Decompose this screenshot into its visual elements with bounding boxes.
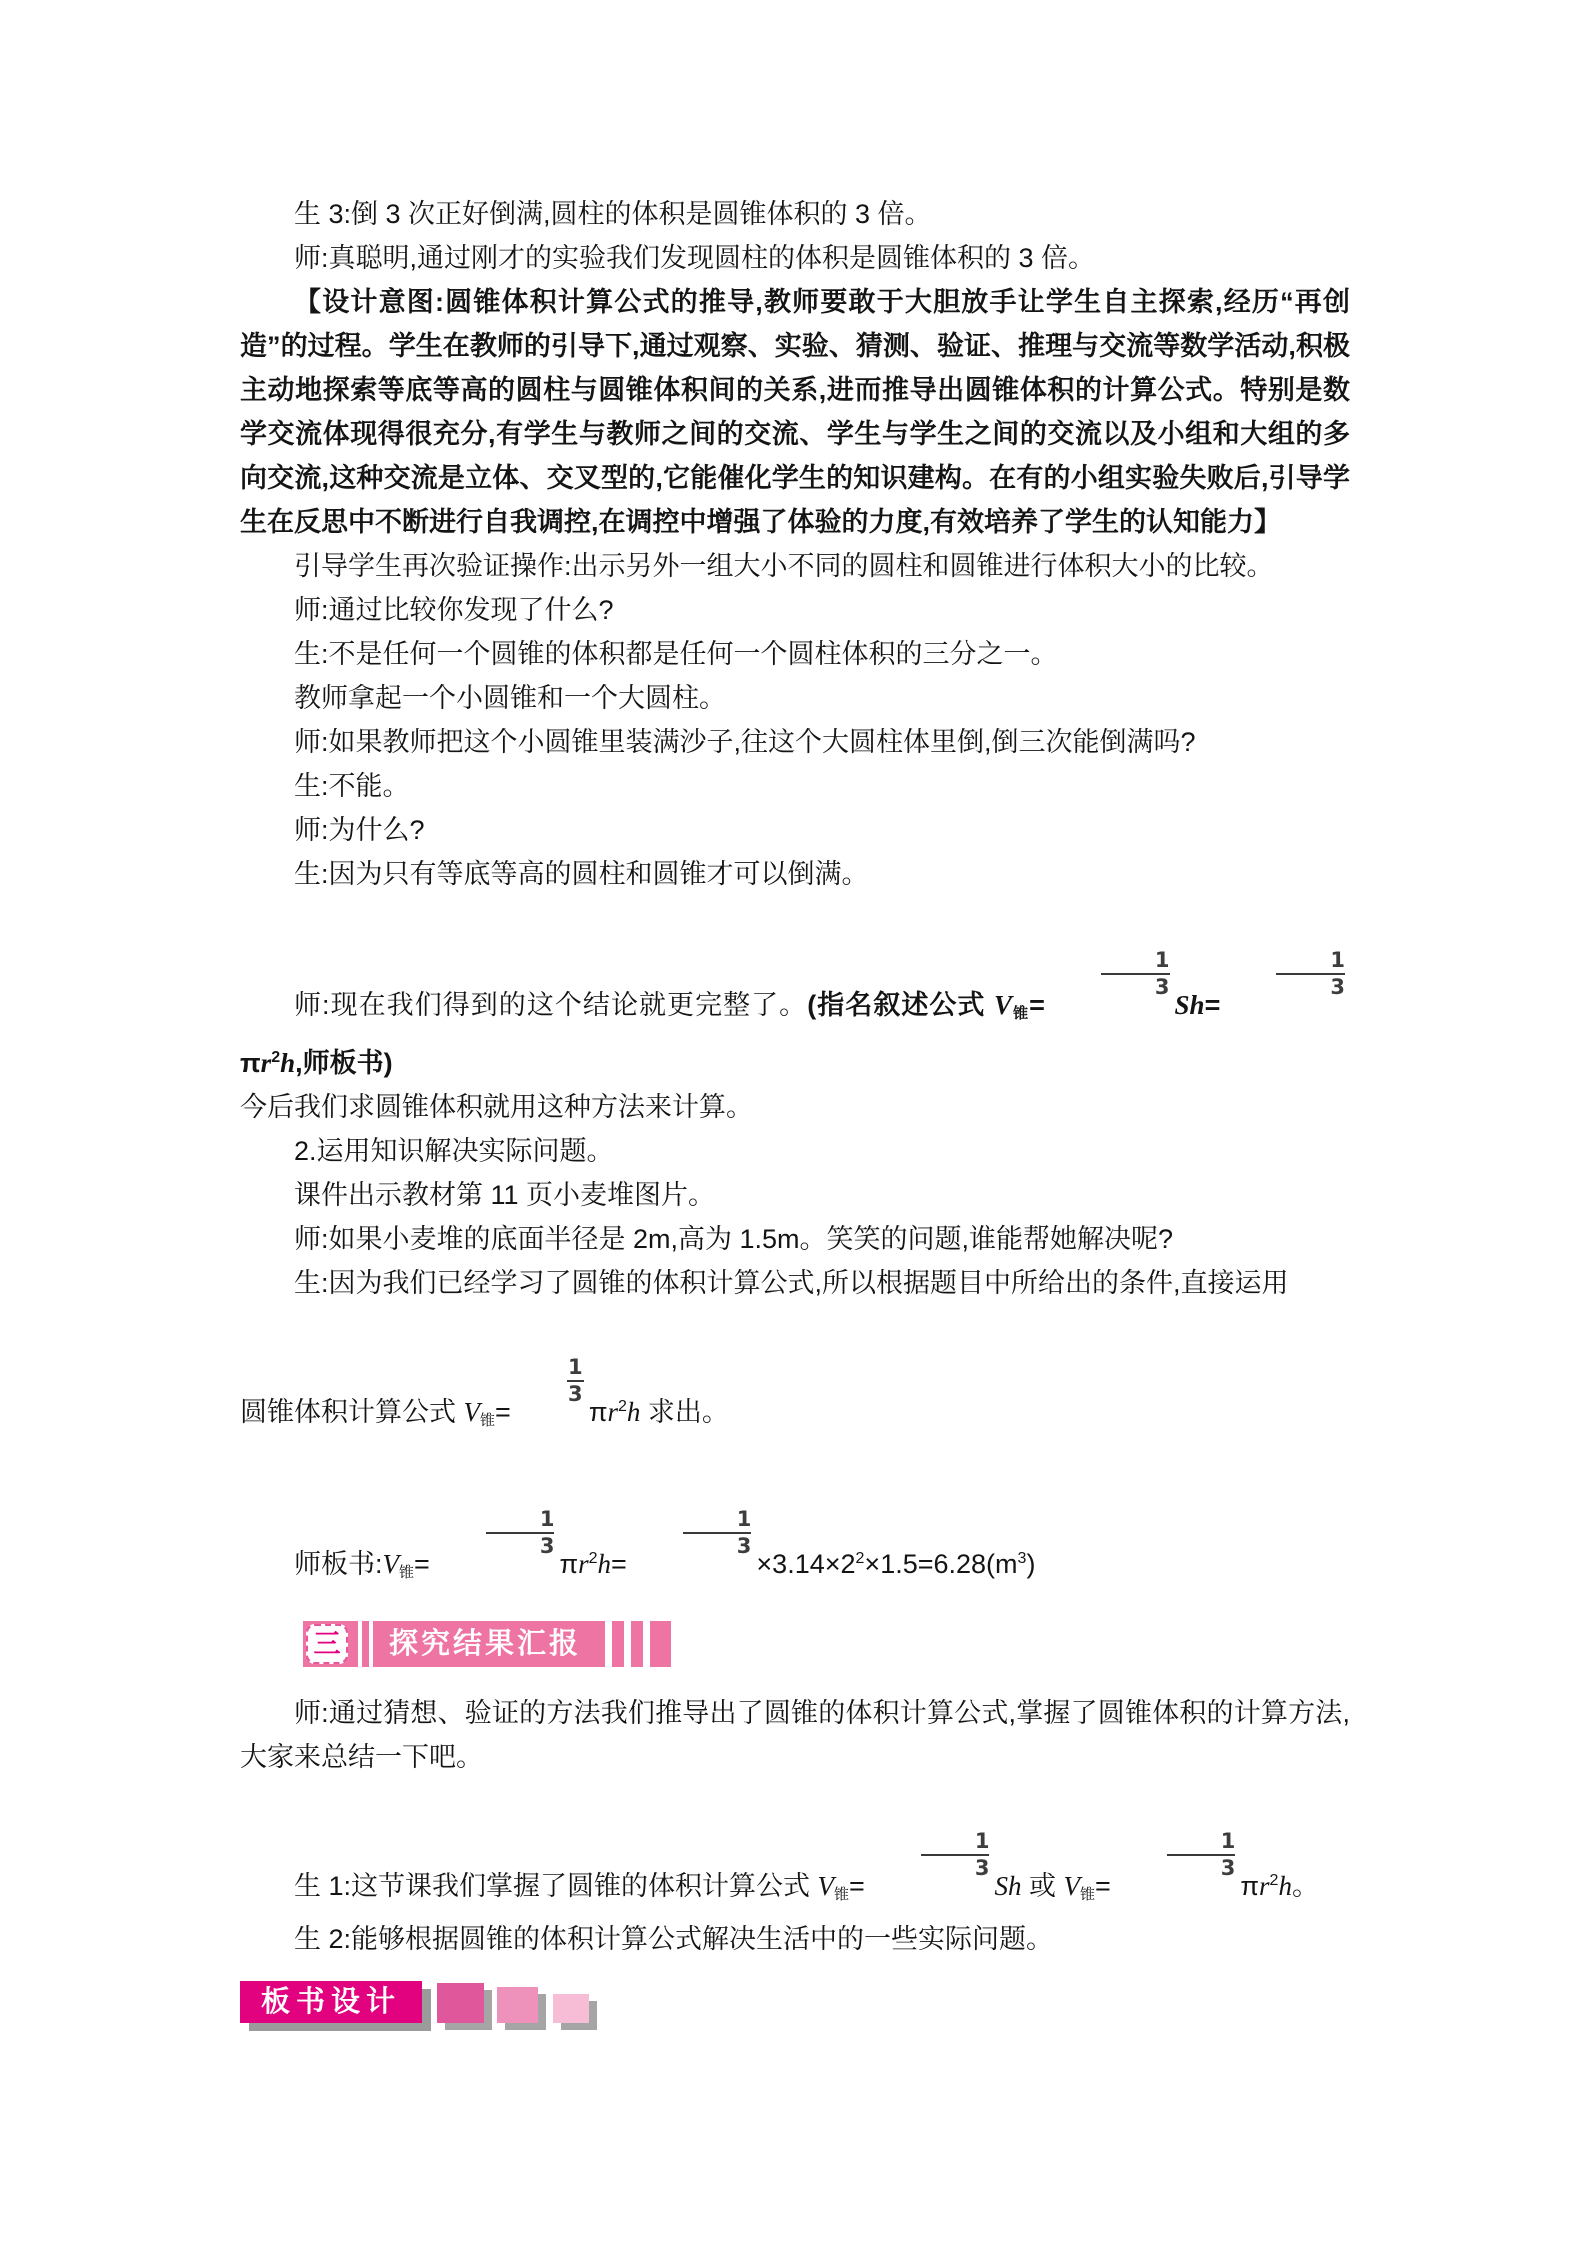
paragraph: 引导学生再次验证操作:出示另外一组大小不同的圆柱和圆锥进行体积大小的比较。: [294, 551, 1274, 581]
paragraph: 生:因为我们已经学习了圆锥的体积计算公式,所以根据题目中所给出的条件,直接运用: [294, 1268, 1289, 1298]
paragraph: 生:不是任何一个圆锥的体积都是任何一个圆柱体积的三分之一。: [294, 639, 1058, 669]
banner-stripe: [369, 1621, 373, 1667]
paragraph: 师:现在我们得到的这个结论就更完整了。(指名叙述公式 V锥= $\frac{1}{3}$ Sh= $\frac{1}{3}$ $\pi r^2h$,师板书): [240, 948, 1345, 1078]
paragraph: 【设计意图:圆锥体积计算公式的推导,教师要敢于大胆放手让学生自主探索,经历“再创造”的过程。学生在教师的引导下,通过观察、实验、猜测、验证、推理与交流等数学活动,积极主动地探索等底等高的圆柱与圆锥体积间的关系,进而推导出圆锥体积的计算公式。特别是数学交流体现得很充分,有学生与教师之间的交流、学生与学生之间的交流以及小组和大组的多向交流,这种交流是立体、交叉型的,它能催化学生的知识建构。在有的小组实验失败后,引导学生在反思中不断进行自我调控,在调控中增强了体验的力度,有效培养了学生的认知能力】: [240, 287, 1350, 537]
footer-banner: [240, 1981, 1350, 2023]
paragraph: 生 2:能够根据圆锥的体积计算公式解决生活中的一些实际问题。: [294, 1924, 1054, 1954]
paragraph: 生:因为只有等底等高的圆柱和圆锥才可以倒满。: [294, 859, 869, 889]
document-part-2: [240, 1691, 1350, 1961]
deco-square: [553, 1994, 589, 2023]
fraction-one-third: $\frac{1}{3}$: [1167, 1831, 1236, 1879]
deco-square: [437, 1983, 484, 2023]
section-banner-title: 探究结果汇报: [389, 1628, 582, 1660]
banner-stripe: [631, 1621, 643, 1667]
paragraph: 师:为什么?: [294, 815, 425, 845]
banner-stripe: [612, 1621, 624, 1667]
paragraph: 圆锥体积计算公式 V锥= $\frac{1}{3}$ $\pi r^2h$ 求出。: [240, 1355, 729, 1429]
fraction-one-third: $\frac{1}{3}$: [568, 1355, 583, 1406]
paragraph: 师:如果教师把这个小圆锥里装满沙子,往这个大圆柱体里倒,倒三次能倒满吗?: [294, 727, 1196, 757]
paragraph: 今后我们求圆锥体积就用这种方法来计算。: [240, 1092, 753, 1122]
deco-square: [497, 1987, 538, 2023]
paragraph: 教师拿起一个小圆锥和一个大圆柱。: [294, 683, 726, 713]
paragraph: 师板书:V锥= $\frac{1}{3}$ $\pi r^2h=$ $\frac{1}{3}$ $\times 3.14\times 2^2\times 1.5=6.28(m^3)$: [294, 1507, 1036, 1581]
paragraph: 师:如果小麦堆的底面半径是 2m,高为 1.5m。笑笑的问题,谁能帮她解决呢?: [294, 1224, 1174, 1254]
fraction-one-third: $\frac{1}{3}$: [1276, 950, 1345, 998]
fraction-one-third: $\frac{1}{3}$: [1101, 950, 1170, 998]
fraction-one-third: $\frac{1}{3}$: [683, 1509, 752, 1557]
fraction-one-third: $\frac{1}{3}$: [486, 1509, 555, 1557]
fraction-one-third: $\frac{1}{3}$: [921, 1831, 990, 1879]
paragraph: 2.运用知识解决实际问题。: [294, 1136, 614, 1166]
document-part-1: [240, 192, 1350, 1595]
paragraph: 生:不能。: [294, 771, 410, 801]
footer-banner-title: 板书设计: [240, 1981, 422, 2023]
paragraph: 课件出示教材第 11 页小麦堆图片。: [294, 1180, 716, 1210]
paragraph: 师:真聪明,通过刚才的实验我们发现圆柱的体积是圆锥体积的 3 倍。: [294, 243, 1096, 273]
paragraph: 生 3:倒 3 次正好倒满,圆柱的体积是圆锥体积的 3 倍。: [294, 199, 932, 229]
paragraph: 师:通过比较你发现了什么?: [294, 595, 614, 625]
section-banner-main: [303, 1621, 605, 1667]
paragraph: 师:通过猜想、验证的方法我们推导出了圆锥的体积计算公式,掌握了圆锥体积的计算方法,大家来总结一下吧。: [240, 1698, 1350, 1772]
paragraph: 生 1:这节课我们掌握了圆锥的体积计算公式 V锥= $\frac{1}{3}$ Sh 或 V锥= $\frac{1}{3}$ $\pi r^2h$。: [294, 1829, 1319, 1903]
document-content: [240, 192, 1350, 2023]
section-banner: [303, 1621, 1350, 1667]
banner-stripe: [358, 1621, 362, 1667]
section-number-icon: 三: [306, 1624, 348, 1664]
banner-stripe: [650, 1621, 671, 1667]
